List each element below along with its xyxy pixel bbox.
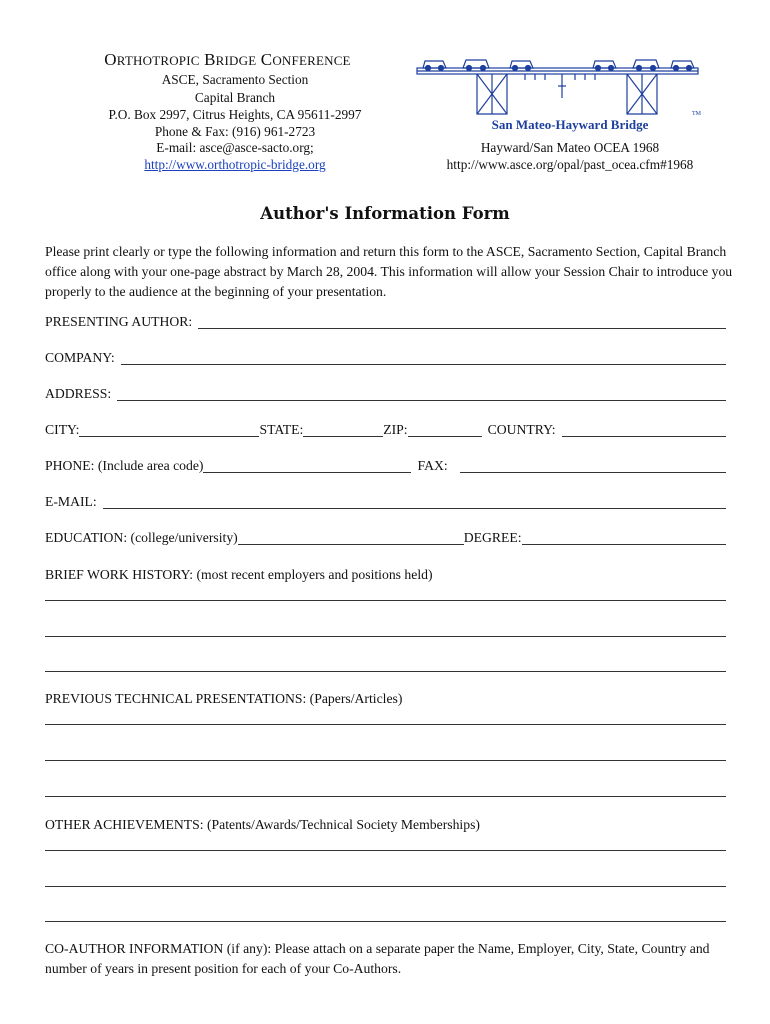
country-field[interactable] <box>562 422 726 437</box>
phone-label: PHONE: (Include area code) <box>45 458 204 473</box>
title-rest-bridge: RIDGE <box>215 53 257 68</box>
fax-label: FAX: <box>417 458 448 473</box>
presenting-author-row <box>45 310 726 332</box>
bridge-illustration <box>415 50 700 120</box>
zip-label: ZIP: <box>383 422 408 437</box>
achievements-line-2[interactable] <box>45 886 726 887</box>
address-label: ADDRESS: <box>45 386 112 401</box>
degree-field[interactable] <box>522 530 726 545</box>
presentations-line-2[interactable] <box>45 760 726 761</box>
phone-fax-row <box>45 454 726 476</box>
form-title: Author's Information Form <box>260 204 510 223</box>
zip-field[interactable] <box>408 422 482 437</box>
bridge-landmark: Hayward/San Mateo OCEA 1968 <box>480 140 660 155</box>
work-history-line-2[interactable] <box>45 636 726 637</box>
email-field[interactable] <box>103 494 726 509</box>
org-website-link[interactable]: http://www.orthotropic-bridge.org <box>144 157 326 172</box>
achievements-label: OTHER ACHIEVEMENTS: (Patents/Awards/Technical Society Memberships) <box>45 817 480 832</box>
education-field[interactable] <box>238 530 464 545</box>
degree-label: DEGREE: <box>463 530 522 545</box>
work-history-line-1[interactable] <box>45 600 726 601</box>
city-label: CITY: <box>45 422 80 437</box>
title-rest-orthotropic: RTHOTROPIC <box>116 53 200 68</box>
conference-title <box>60 50 395 70</box>
presentations-line-1[interactable] <box>45 724 726 725</box>
country-label: COUNTRY: <box>487 422 556 437</box>
title-initial-o: O <box>104 50 117 69</box>
email-row <box>45 490 726 512</box>
presentations-line-3[interactable] <box>45 796 726 797</box>
city-state-zip-row <box>45 418 726 440</box>
fax-field[interactable] <box>460 458 726 473</box>
bridge-url: http://www.asce.org/opal/past_ocea.cfm#1968 <box>446 157 694 172</box>
org-phone-fax: Phone & Fax: (916) 961-2723 <box>154 124 316 139</box>
coauthor-instructions: CO-AUTHOR INFORMATION (if any): Please attach on a separate paper the Name, Employer, City, State, Country and number of years in present position for each of your Co-Authors. <box>45 941 710 976</box>
org-section: ASCE, Sacramento Section <box>161 72 309 87</box>
bridge-name: San Mateo-Hayward Bridge <box>491 117 649 132</box>
phone-field[interactable] <box>203 458 411 473</box>
state-label: STATE: <box>259 422 304 437</box>
work-history-label: BRIEF WORK HISTORY: (most recent employers and positions held) <box>45 567 433 582</box>
presentations-label: PREVIOUS TECHNICAL PRESENTATIONS: (Papers/Articles) <box>45 691 403 706</box>
org-address: P.O. Box 2997, Citrus Heights, CA 95611-2997 <box>108 107 362 122</box>
presenting-author-field[interactable] <box>198 314 726 329</box>
address-field[interactable] <box>117 386 726 401</box>
state-field[interactable] <box>303 422 383 437</box>
org-branch: Capital Branch <box>194 90 276 105</box>
email-label: E-MAIL: <box>45 494 97 509</box>
company-field[interactable] <box>121 350 726 365</box>
org-email: E-mail: asce@asce-sacto.org; <box>156 140 314 155</box>
address-row <box>45 382 726 404</box>
education-label: EDUCATION: (college/university) <box>45 530 238 545</box>
title-rest-conference: ONFERENCE <box>272 53 351 68</box>
title-initial-b: B <box>204 50 216 69</box>
title-initial-c: C <box>260 50 273 69</box>
presenting-author-label: PRESENTING AUTHOR: <box>45 314 193 329</box>
achievements-line-3[interactable] <box>45 921 726 922</box>
company-row <box>45 346 726 368</box>
achievements-line-1[interactable] <box>45 850 726 851</box>
company-label: COMPANY: <box>45 350 115 365</box>
education-row <box>45 526 726 548</box>
org-website-wrap <box>60 157 410 173</box>
trademark-symbol: TM <box>692 111 701 117</box>
work-history-line-3[interactable] <box>45 671 726 672</box>
city-field[interactable] <box>79 422 259 437</box>
form-instructions: Please print clearly or type the following information and return this form to the ASCE, Sacramento Section, Capital Branch office along with your one-page abstract by March 28, 2004. This information will allow your Session Chair to introduce you properly to the audience at the beginning of your presentation. <box>45 244 733 299</box>
